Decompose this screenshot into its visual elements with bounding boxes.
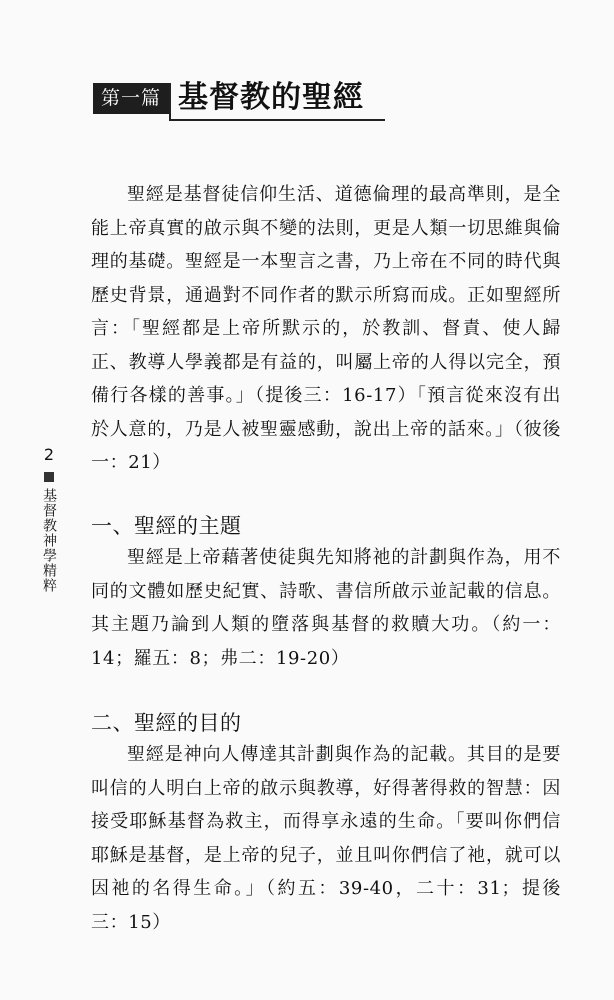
section-heading-theme: 一、聖經的主題 — [91, 514, 242, 538]
square-marker-icon — [44, 472, 54, 482]
chapter-title: 基督教的聖經 — [178, 80, 364, 115]
section-heading-purpose: 二、聖經的目的 — [91, 711, 242, 735]
chapter-rule-vertical — [169, 83, 171, 121]
chapter-rule-horizontal — [169, 119, 385, 121]
chapter-header — [93, 79, 385, 121]
chapter-tag: 第一篇 — [93, 83, 169, 114]
side-marker — [38, 446, 60, 593]
page-number: 2 — [43, 445, 55, 464]
intro-block — [91, 178, 561, 480]
intro-paragraph: 聖經是基督徒信仰生活、道德倫理的最高準則，是全能上帝真實的啟示與不變的法則，更是人類一切思維與倫理的基礎。聖經是一本聖言之書，乃上帝在不同的時代與歷史背景，通過對不同作者的默示所寫而成。正如聖經所言：「聖經都是上帝所默示的，於教訓、督責、使人歸正、教導人學義都是有益的，叫屬上帝的人得以完全，預備行各樣的善事。」（提後三：16-17）「預言從來沒有出於人意的，乃是人被聖靈感動，說出上帝的話來。」（彼後一：21） — [91, 184, 561, 473]
running-book-title: 基督教神學精粹 — [41, 488, 57, 593]
section-paragraph: 聖經是上帝藉著使徒與先知將祂的計劃與作為，用不同的文體如歷史紀實、詩歌、書信所啟示並記載的信息。其主題乃論到人類的墮落與基督的救贖大功。（約一：14；羅五：8；弗二：19-20） — [91, 547, 561, 669]
section-body-theme — [91, 541, 561, 675]
section-paragraph: 聖經是神向人傳達其計劃與作為的記載。其目的是要叫信的人明白上帝的啟示與教導，好得著得救的智慧：因接受耶穌基督為救主，而得享永遠的生命。「要叫你們信耶穌是基督，是上帝的兒子，並且叫你們信了祂，就可以因祂的名得生命。」（約五：39-40，二十：31；提後三：15） — [91, 744, 561, 933]
section-body-purpose — [91, 738, 561, 939]
